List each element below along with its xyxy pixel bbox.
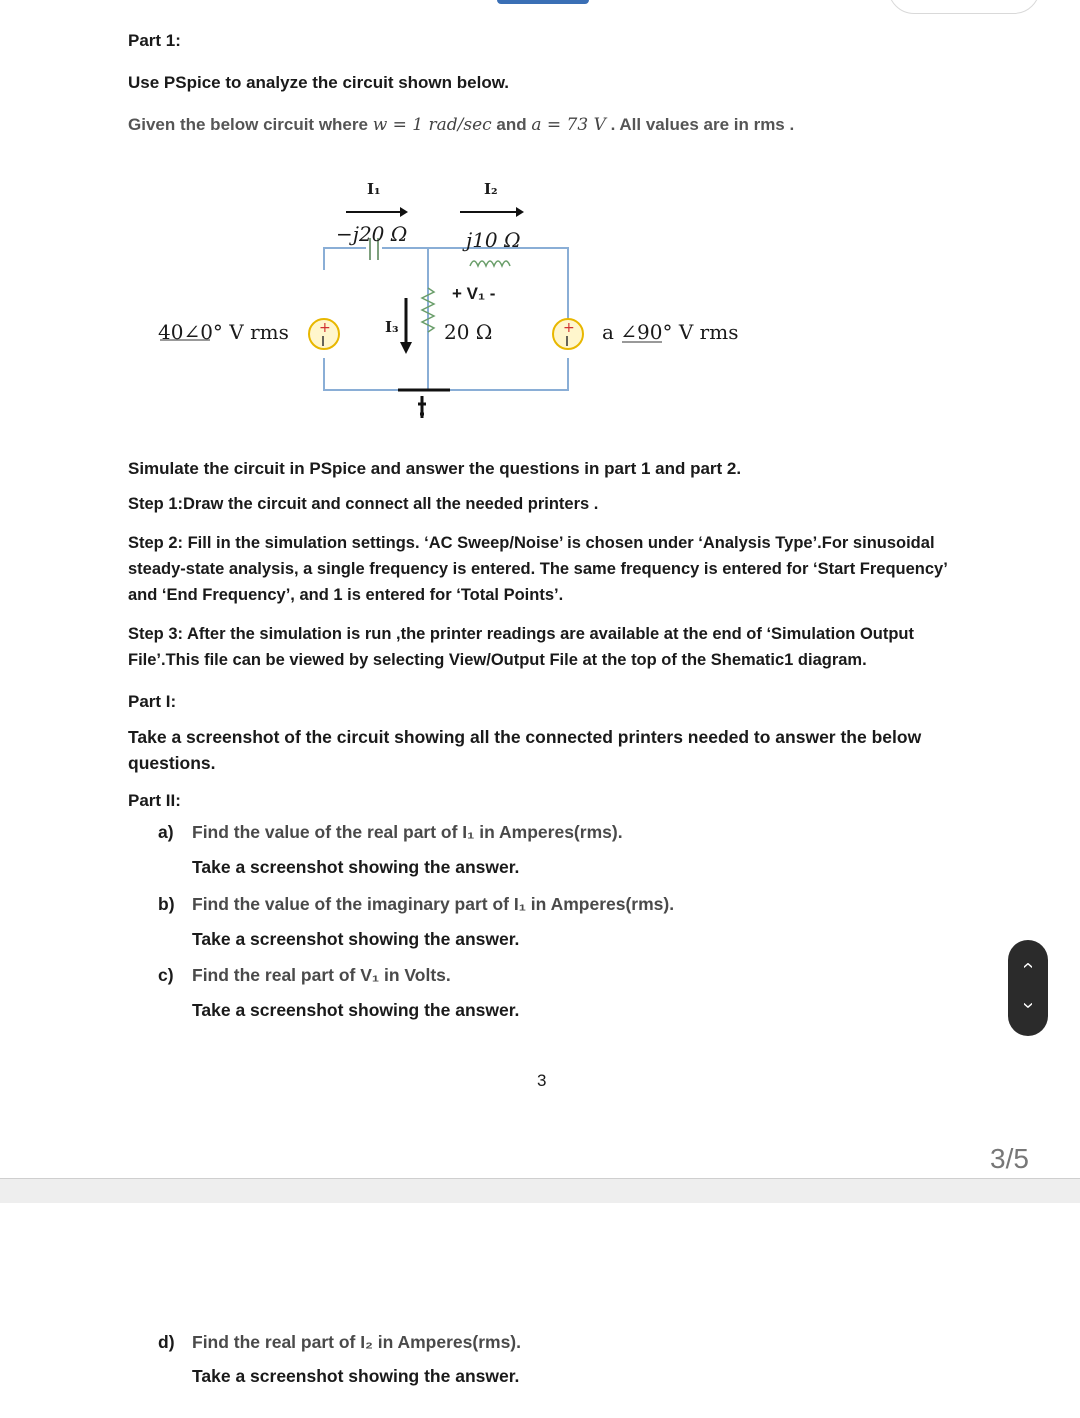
question-b-text: Find the value of the imaginary part of I₁ in Amperes(rms). xyxy=(192,894,675,914)
step1-text: Step 1:Draw the circuit and connect all the needed printers . xyxy=(128,495,599,513)
part-ii-title: Part II: xyxy=(128,791,181,810)
page-nav-control[interactable] xyxy=(1008,940,1048,1036)
label-v1: + V₁ - xyxy=(452,284,496,303)
label-source-right-value: ∠90° V rms xyxy=(620,320,739,344)
source-left xyxy=(309,319,339,349)
given-prefix: Given the below circuit where xyxy=(128,115,373,134)
part-i-title: Part I: xyxy=(128,692,177,711)
label-resistor: 20 Ω xyxy=(444,320,493,344)
intro-text: Use PSpice to analyze the circuit shown below. xyxy=(128,73,510,92)
label-i3: I₃ xyxy=(385,318,399,336)
question-a-sub: Take a screenshot showing the answer. xyxy=(192,857,520,877)
question-a-text: Find the value of the real part of I₁ in Amperes(rms). xyxy=(192,822,623,842)
question-d-letter: d) xyxy=(158,1332,175,1352)
i3-arrow xyxy=(400,298,412,354)
label-source-left: 40∠0° V rms xyxy=(158,320,289,344)
top-toolbar-pill[interactable] xyxy=(888,0,1040,14)
ground-symbol xyxy=(398,390,450,418)
circuit-wires xyxy=(324,248,568,390)
simulate-text: Simulate the circuit in PSpice and answer the questions in part 1 and part 2. xyxy=(128,459,742,478)
given-omega: w = 1 rad/sec xyxy=(372,115,492,135)
label-source-right-a: a xyxy=(602,320,614,344)
chevron-down-icon[interactable]: › xyxy=(1017,1002,1040,1009)
source-right xyxy=(553,319,583,349)
question-a-letter: a) xyxy=(158,822,174,842)
step2-text: Step 2: Fill in the simulation settings. ‘AC Sweep/Noise’ is chosen under ‘Analysis Type’.For sinusoidal steady-state analysis, a single frequency is entered. The same frequency is entered for ‘Start Frequency’ and ‘End Frequency’, and 1 is entered for ‘Total Points’. xyxy=(128,534,947,604)
step3-text: Step 3: After the simulation is run ,the printer readings are available at the end of ‘Simulation Output File’.This file can be viewed by selecting View/Output File at the top of the Shematic1 diagram. xyxy=(128,625,915,669)
question-b-sub: Take a screenshot showing the answer. xyxy=(192,929,520,949)
inductor-symbol xyxy=(470,261,510,266)
part1-title: Part 1: xyxy=(128,31,181,50)
page-separator xyxy=(0,1178,1080,1203)
label-capacitor: −j20 Ω xyxy=(336,222,408,246)
i2-arrow xyxy=(460,207,524,217)
question-c-text: Find the real part of V₁ in Volts. xyxy=(192,965,451,985)
chevron-up-icon[interactable]: ‹ xyxy=(1017,962,1040,969)
question-c-sub: Take a screenshot showing the answer. xyxy=(192,1000,520,1020)
part-i-text: Take a screenshot of the circuit showing all the connected printers needed to answer the below questions. xyxy=(128,727,922,773)
question-d-sub: Take a screenshot showing the answer. xyxy=(192,1366,520,1386)
question-b-letter: b) xyxy=(158,894,175,914)
page-number: 3 xyxy=(537,1071,547,1090)
given-suffix: . All values are in rms . xyxy=(605,115,795,134)
label-i2: I₂ xyxy=(484,180,498,198)
given-line xyxy=(128,112,794,138)
question-d-text: Find the real part of I₂ in Amperes(rms). xyxy=(192,1332,521,1352)
svg-text:+: + xyxy=(319,320,331,336)
question-c-letter: c) xyxy=(158,965,174,985)
page-indicator: 3/5 xyxy=(990,1143,1029,1174)
svg-text:+: + xyxy=(563,320,575,336)
label-i1: I₁ xyxy=(367,180,381,198)
given-and: and xyxy=(491,115,532,134)
label-source-right xyxy=(602,320,738,344)
given-a: a = 73 V xyxy=(531,115,606,135)
top-heading-fragment xyxy=(497,0,589,4)
label-inductor: j10 Ω xyxy=(466,228,521,252)
i1-arrow xyxy=(346,207,408,217)
